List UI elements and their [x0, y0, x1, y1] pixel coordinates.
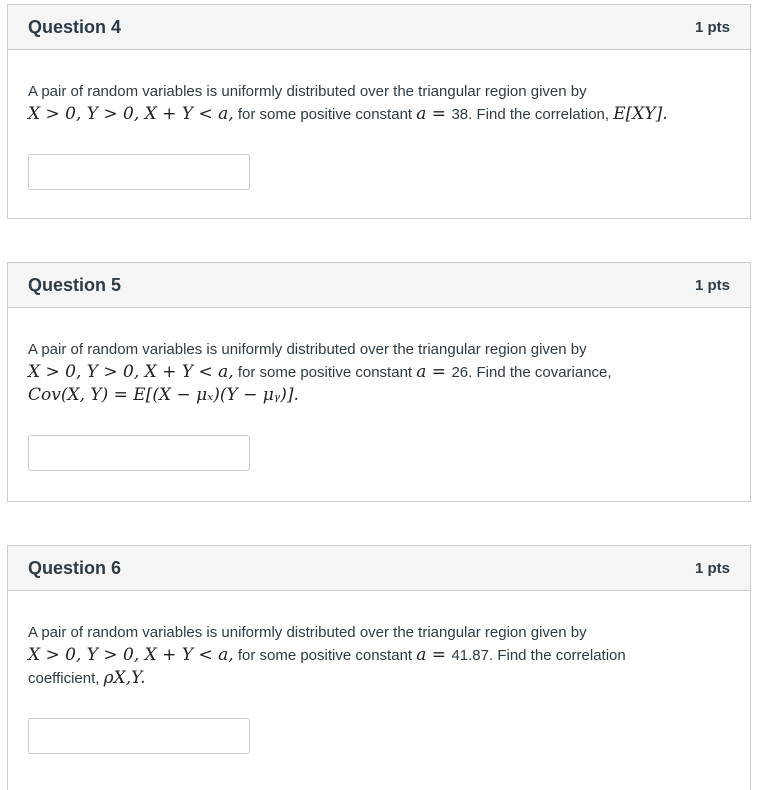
- constant-prefix: for some positive constant: [233, 106, 417, 123]
- target-math: ρX,Y.: [103, 668, 146, 688]
- question-ask: Find the correlation: [493, 647, 626, 664]
- question-header: [8, 263, 750, 308]
- region-math: X > 0, Y > 0, X + Y < a,: [28, 104, 234, 124]
- question-body: [8, 308, 750, 471]
- question-body: [8, 50, 750, 190]
- region-math: X > 0, Y > 0, X + Y < a,: [28, 362, 234, 382]
- constant-symbol: a: [416, 104, 427, 124]
- target-math: E[XY].: [613, 104, 668, 124]
- question-card: [7, 4, 751, 219]
- equals-sign: =: [426, 362, 452, 382]
- question-text: [28, 621, 730, 690]
- constant-symbol: a: [416, 362, 427, 382]
- question-ask: Find the covariance,: [472, 364, 612, 381]
- equals-sign: =: [426, 104, 452, 124]
- target-math: Cov(X, Y) = E[(X − μₓ)(Y − μᵧ)].: [28, 385, 299, 405]
- question-title: Question 4: [28, 16, 122, 37]
- question-text-line1: A pair of random variables is uniformly distributed over the triangular region given by: [28, 83, 587, 100]
- question-points: 1 pts: [694, 559, 730, 577]
- answer-input[interactable]: [28, 154, 250, 190]
- question-text-line1: A pair of random variables is uniformly distributed over the triangular region given by: [28, 624, 587, 641]
- constant-symbol: a: [416, 645, 427, 665]
- question-title: Question 5: [28, 274, 122, 295]
- question-header: [8, 546, 750, 591]
- question-points: 1 pts: [694, 276, 730, 294]
- coefficient-text: coefficient,: [28, 670, 104, 687]
- question-card: [7, 262, 751, 502]
- region-math: X > 0, Y > 0, X + Y < a,: [28, 645, 234, 665]
- constant-value: 41.87.: [451, 647, 494, 664]
- question-ask: Find the correlation,: [472, 106, 614, 123]
- answer-input[interactable]: [28, 435, 250, 471]
- question-text-line1: A pair of random variables is uniformly distributed over the triangular region given by: [28, 341, 587, 358]
- question-header: [8, 5, 750, 50]
- question-title: Question 6: [28, 557, 122, 578]
- question-points: 1 pts: [694, 18, 730, 36]
- constant-value: 26.: [451, 364, 473, 381]
- constant-value: 38.: [451, 106, 473, 123]
- question-body: [8, 591, 750, 754]
- constant-prefix: for some positive constant: [233, 364, 417, 381]
- question-text: [28, 80, 730, 126]
- question-text: [28, 338, 730, 407]
- question-card: [7, 545, 751, 790]
- constant-prefix: for some positive constant: [233, 647, 417, 664]
- answer-input[interactable]: [28, 718, 250, 754]
- equals-sign: =: [426, 645, 452, 665]
